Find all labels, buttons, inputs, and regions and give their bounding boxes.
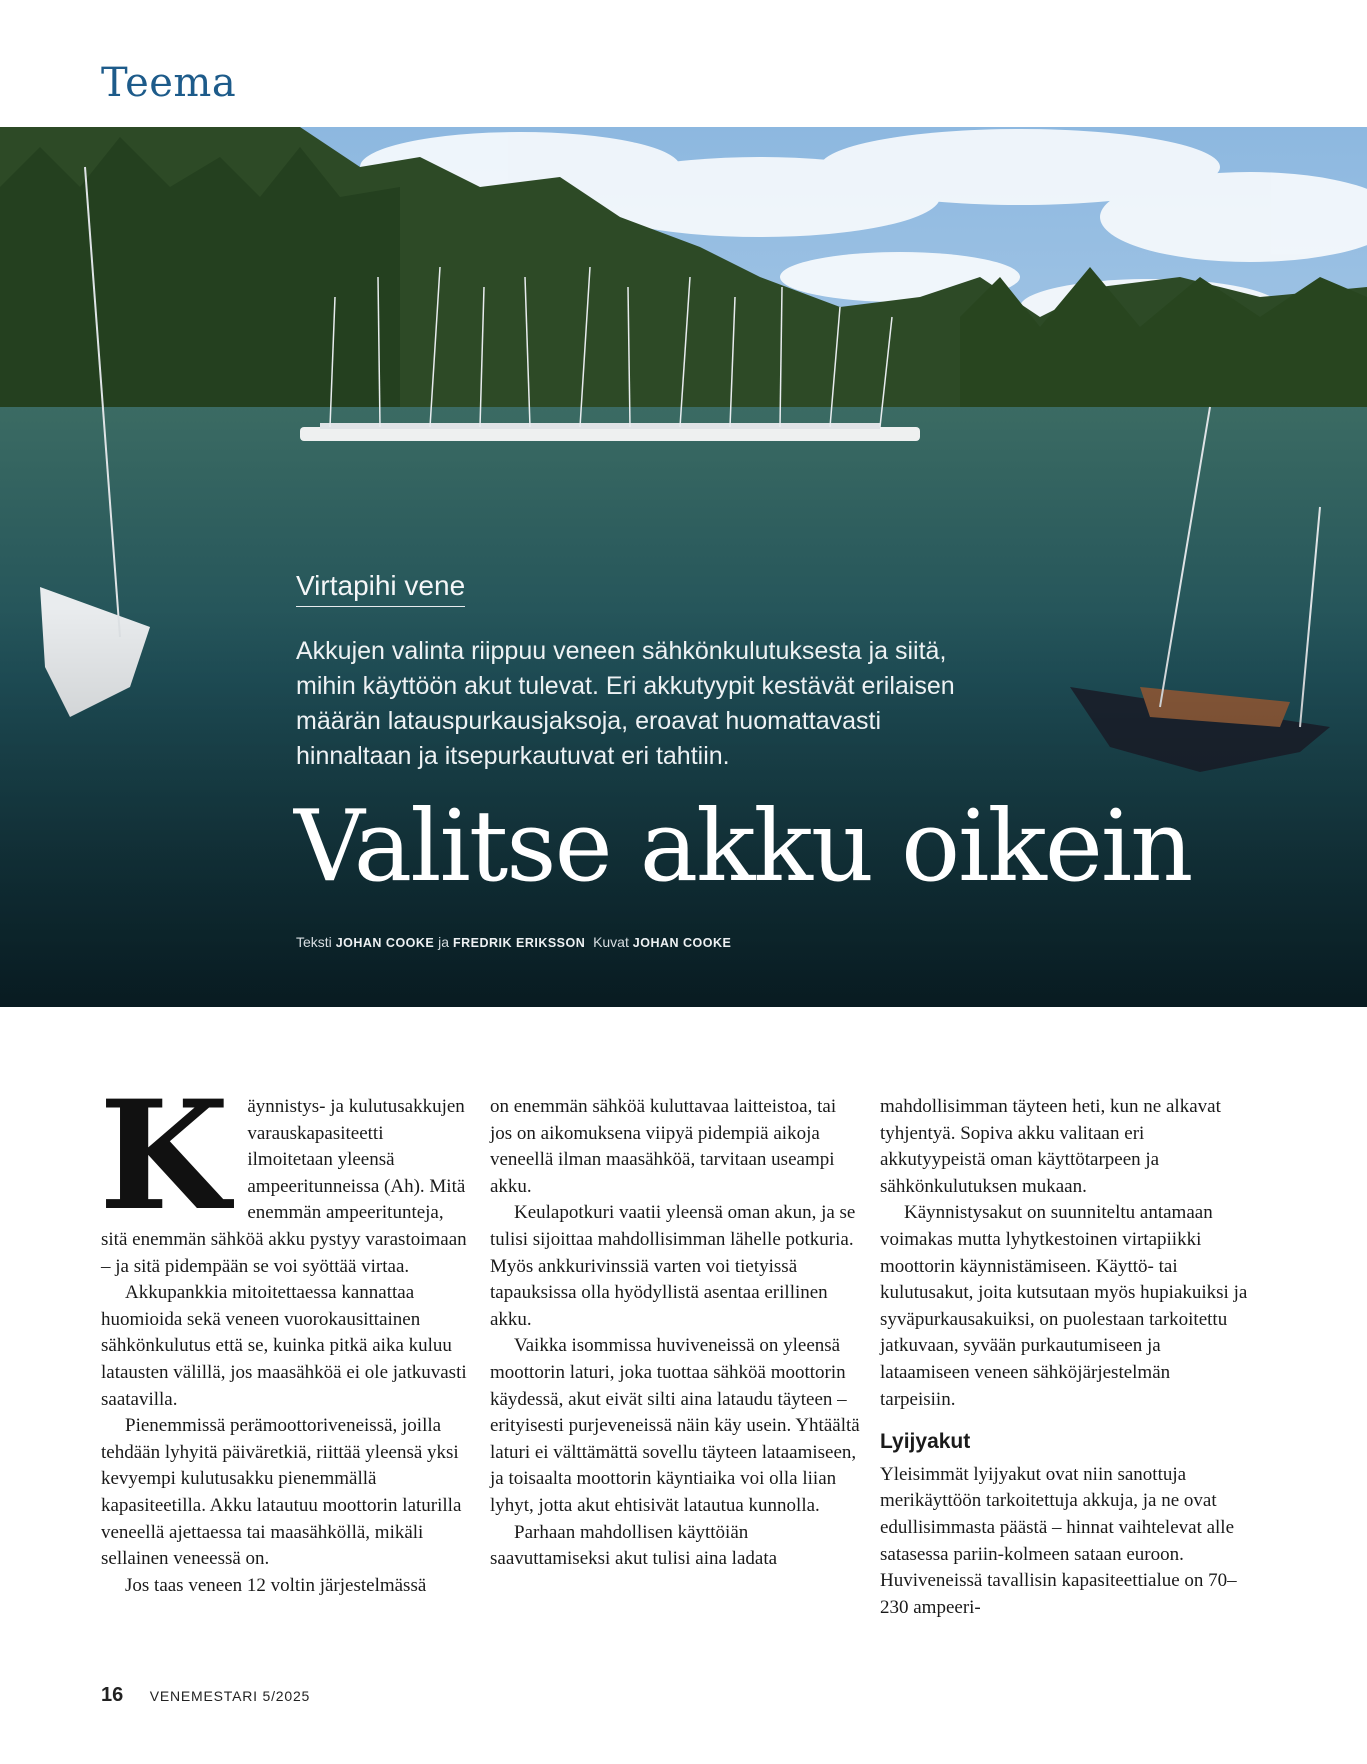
moored-boats [300, 423, 920, 441]
article-kicker: Virtapihi vene [296, 570, 465, 607]
paragraph: Parhaan mahdollisen käyttöiän saavuttamiseksi akut tulisi aina ladata [490, 1521, 778, 1570]
byline-author: FREDRIK ERIKSSON [452, 936, 586, 950]
paragraph: Pienemmissä perämoottoriveneissä, joilla tehdään lyhyitä päiväretkiä, riittää yleensä yksi kevyempi kulutusakku pienemmällä kapasiteetilla. Akku latautuu moottorin laturilla veneellä ajettaessa tai maasähköllä, mikäli sellainen veneessä on. [101, 1415, 462, 1570]
byline-author: JOHAN COOKE [335, 936, 435, 950]
drop-cap: K [99, 1068, 230, 1244]
article-headline: Valitse akku oikein [294, 790, 1192, 904]
byline-photographer: JOHAN COOKE [632, 936, 732, 950]
article-column-1 [99, 1068, 471, 1599]
byline-and: ja [438, 934, 450, 950]
paragraph: Käynnistysakut on suunniteltu antamaan voimakas mutta lyhytkestoinen virtapiikki moottorin käynnistämiseen. Käyttö- tai kulutusakut, joita kutsutaan myös hupiakuiksi ja syväpurkausakuiksi, on puolestaan tarkoitettu jatkuvaan, syvään purkautumiseen ja lataamiseen veneen sähköjärjestelmän tarpeisiin. [880, 1202, 1248, 1410]
byline-text-label: Teksti [296, 934, 332, 950]
paragraph: Yleisimmät lyijyakut ovat niin sanottuja merikäyttöön tarkoitettuja akkuja, ja ne ovat edullisimmasta päästä – hinnat vaihtelevat alle satasessa pariin-kolmeen sataan euroon. Huviveneissä tavallisin kapasiteettialue on 70–230 ampeeri- [880, 1463, 1237, 1618]
section-label: Teema [101, 60, 237, 106]
paragraph: on enemmän sähköä kuluttavaa laitteistoa, tai jos on aikomuksena viipyä pidempiä aikoja veneellä ilman maasähköä, tarvitaan useampi akku. [490, 1096, 837, 1197]
byline [296, 934, 731, 950]
paragraph: mahdollisimman täyteen heti, kun ne alkavat tyhjentyä. Sopiva akku valitaan eri akkutyypeistä oman käyttötarpeen ja sähkönkulutuksen mukaan. [880, 1096, 1221, 1197]
byline-photo-label: Kuvat [593, 934, 629, 950]
paragraph: Jos taas veneen 12 voltin järjestelmässä [125, 1574, 427, 1596]
page-footer [101, 1684, 310, 1707]
paragraph [99, 1068, 471, 1280]
paragraph: Akkupankkia mitoitettaessa kannattaa huomioida sekä veneen vuorokausittainen sähkönkulutus että se, kuinka pitkä aika kuluu latausten välillä, jos maasähköä ei ole jatkuvasti saatavilla. [101, 1282, 467, 1410]
subheading: Lyijyakut [880, 1430, 971, 1454]
article-column-3 [880, 1094, 1250, 1621]
paragraph-text: äynnistys- ja kulutusakkujen varauskapasiteetti ilmoitetaan yleensä ampeeritunneissa (Ah). Mitä enemmän ampeeritunteja, sitä enemmän sähköä akku pystyy varastoimaan – ja sitä pidempään se voi syöttää virtaa. [101, 1096, 467, 1277]
article-lead: Akkujen valinta riippuu veneen sähkönkulutuksesta ja siitä, mihin käyttöön akut tulevat. Eri akkutyypit kestävät erilaisen määrän latauspurkausjaksoja, eroavat huomattavasti hinnaltaan ja itsepurkautuvat eri tahtiin. [296, 637, 955, 770]
paragraph: Keulapotkuri vaatii yleensä oman akun, ja se tulisi sijoittaa mahdollisimman lähelle potkuria. Myös ankkurivinssiä varten voi tietyissä tapauksissa olla hyödyllistä asentaa erillinen akku. [490, 1202, 856, 1330]
paragraph: Vaikka isommissa huviveneissä on yleensä moottorin laturi, joka tuottaa sähköä moottorin käydessä, akut eivät silti aina lataudu täyteen – erityisesti purjeveneissä näin käy usein. Yhtäältä laturi ei välttämättä sovellu täyteen lataamiseen, ja toisaalta moottorin käyntiaika voi olla liian lyhyt, jotta akut ehtisivät latautua kunnolla. [490, 1335, 860, 1516]
page-number: 16 [101, 1684, 124, 1706]
article-column-2 [490, 1094, 860, 1573]
magazine-issue: VENEMESTARI 5/2025 [149, 1688, 311, 1704]
